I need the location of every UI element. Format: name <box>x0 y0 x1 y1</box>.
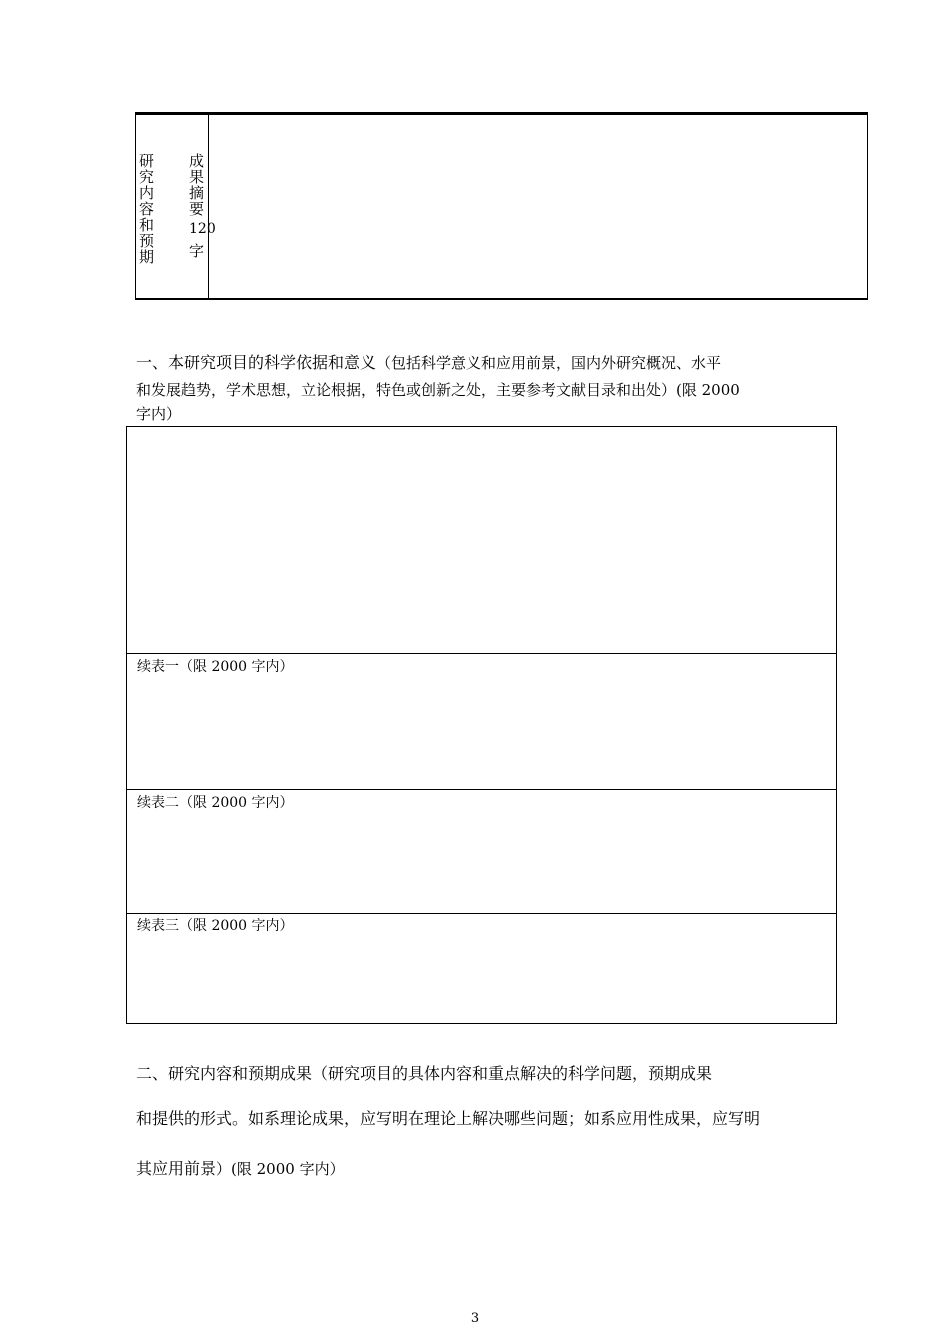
continuation-label-2: 续表二（限 2000 字内） <box>137 795 294 811</box>
continuation-3-input-area[interactable] <box>127 937 836 1023</box>
continuation-label-3: 续表三（限 2000 字内） <box>137 918 294 934</box>
section1-title: 一、本研究项目的科学依据和意义 <box>136 353 377 372</box>
section1-heading-line2: 和发展趋势，学术思想，立论根据，特色或创新之处，主要参考文献目录和出处）(限 2000 <box>136 381 740 399</box>
row-divider <box>127 789 836 790</box>
section2-heading-line3 <box>136 1156 345 1182</box>
section2-line3-part-a: 其应用前景 <box>136 1159 217 1178</box>
section1-note: （包括科学意义和应用前景，国内外研究概况、水平 <box>376 354 722 372</box>
label-char: 字 <box>189 242 205 260</box>
section1-heading-line3: 字内） <box>136 405 182 423</box>
continuation-1-input-area[interactable] <box>127 677 836 789</box>
section2-title: 二、研究内容和预期成果 <box>136 1064 313 1083</box>
label-char: 果 <box>189 168 205 186</box>
label-char: 内 <box>139 184 155 202</box>
label-char: 和 <box>139 216 155 234</box>
section2-note: （研究项目的具体内容和重点解决的科学问题，预期成果 <box>312 1064 713 1083</box>
label-char: 120 <box>189 221 216 237</box>
research-basis-input-area[interactable] <box>127 427 836 653</box>
page-number: 3 <box>470 1311 480 1326</box>
section1-heading-line1 <box>136 350 721 376</box>
row-divider <box>127 653 836 654</box>
continuation-2-input-area[interactable] <box>127 813 836 913</box>
label-char: 成 <box>189 152 205 170</box>
research-basis-table <box>126 426 837 1024</box>
section2-heading-line1 <box>136 1061 712 1087</box>
section2-heading-line2: 和提供的形式。如系理论成果，应写明在理论上解决哪些问题；如系应用性成果，应写明 <box>136 1109 761 1128</box>
section2-line3-part-b: ）(限 2000 字内） <box>216 1160 345 1178</box>
label-char: 研 <box>139 152 155 170</box>
abstract-input-area[interactable] <box>209 115 867 298</box>
label-char: 要 <box>189 200 205 218</box>
label-char: 预 <box>139 232 155 250</box>
label-char: 期 <box>139 248 155 266</box>
label-char: 究 <box>139 168 155 186</box>
row-divider <box>127 913 836 914</box>
label-char: 摘 <box>189 184 205 202</box>
abstract-label-left <box>139 153 154 265</box>
label-char: 容 <box>139 200 155 218</box>
continuation-label-1: 续表一（限 2000 字内） <box>137 659 294 675</box>
abstract-table <box>135 112 868 300</box>
